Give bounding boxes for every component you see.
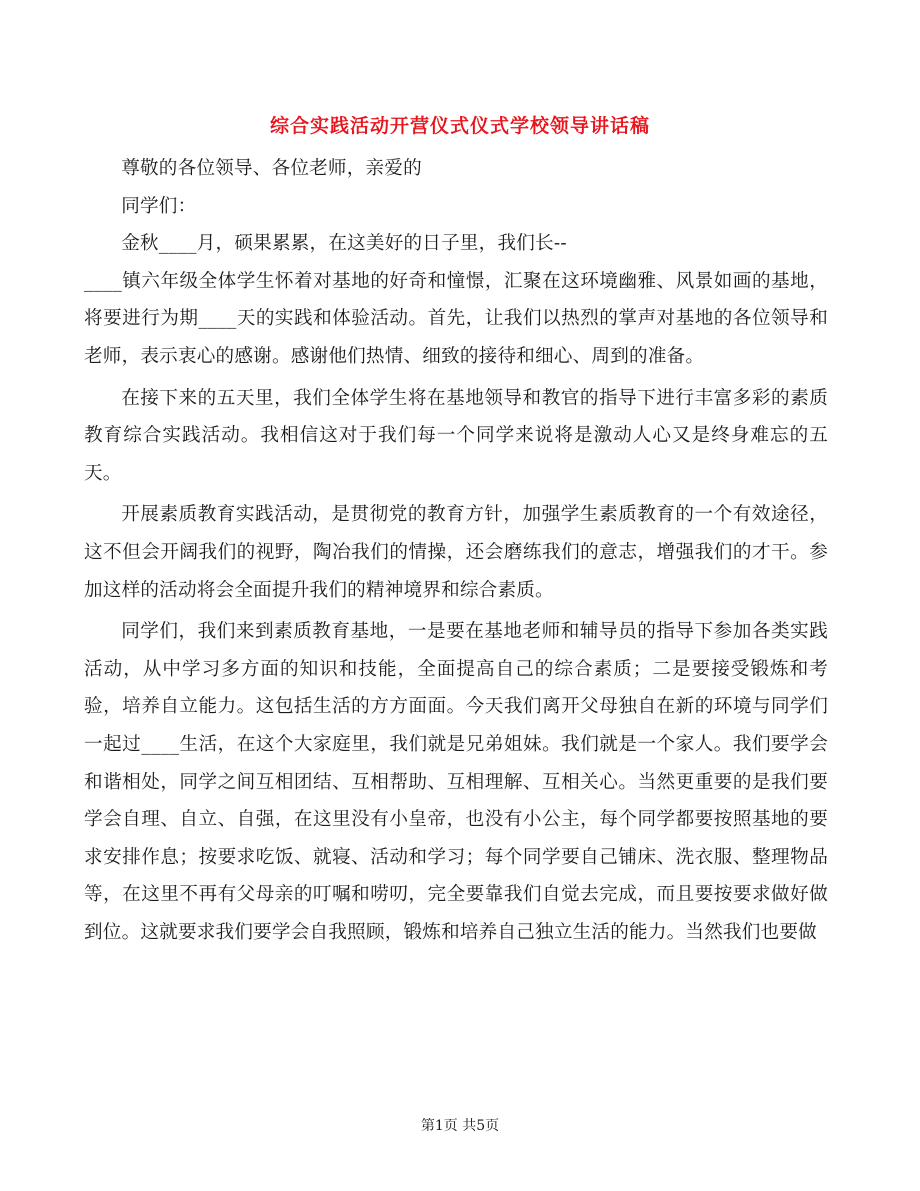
page-number-footer: 第1页 共5页 <box>420 1118 500 1134</box>
requirements-paragraph: 同学们，我们来到素质教育基地，一是要在基地老师和辅导员的指导下参加各类实践活动，从中学习多方面的知识和技能，全面提高自己的综合素质；二是要接受锻炼和考验，培养自立能力。这包括生活的方方面面。今天我们离开父母独自在新的环境与同学们一起过____生活，在这个大家庭里，我们就是兄弟姐妹。我们就是一个家人。我们要学会和谐相处，同学之间互相团结、互相帮助、互相理解、互相关心。当然更重要的是我们要学会自理、自立、自强，在这里没有小皇帝，也没有小公主，每个同学都要按照基地的要求安排作息；按要求吃饭、就寝、活动和学习；每个同学要自己铺床、洗衣服、整理物品等，在这里不再有父母亲的叮嘱和唠叨，完全要靠我们自觉去完成，而且要按要求做好做到位。这就要求我们要学会自我照顾，锻炼和培养自己独立生活的能力。当然我们也要做 <box>84 621 828 943</box>
salutation-paragraph: 尊敬的各位领导、各位老师，亲爱的 <box>121 158 422 179</box>
document-body <box>84 150 828 951</box>
purpose-paragraph: 开展素质教育实践活动，是贯彻党的教育方针，加强学生素质教育的一个有效途径，这不但会开阔我们的视野，陶冶我们的情操，还会磨练我们的意志，增强我们的才干。参加这样的活动将会全面提升我们的精神境界和综合素质。 <box>84 504 828 601</box>
five-days-paragraph: 在接下来的五天里，我们全体学生将在基地领导和教官的指导下进行丰富多彩的素质教育综合实践活动。我相信这对于我们每一个同学来说将是激动人心又是终身难忘的五天。 <box>84 387 828 484</box>
opening-body-paragraph: ____镇六年级全体学生怀着对基地的好奇和憧憬，汇聚在这环境幽雅、风景如画的基地，将要进行为期____天的实践和体验活动。首先，让我们以热烈的掌声对基地的各位领导和老师，表示衷心的感谢。感谢他们热情、细致的接待和细心、周到的准备。 <box>84 270 828 367</box>
opening-line-paragraph: 金秋____月，硕果累累，在这美好的日子里，我们长-- <box>121 233 567 255</box>
salutation-continued-paragraph: 同学们： <box>121 195 197 217</box>
document-title: 综合实践活动开营仪式仪式学校领导讲话稿 <box>269 115 650 137</box>
